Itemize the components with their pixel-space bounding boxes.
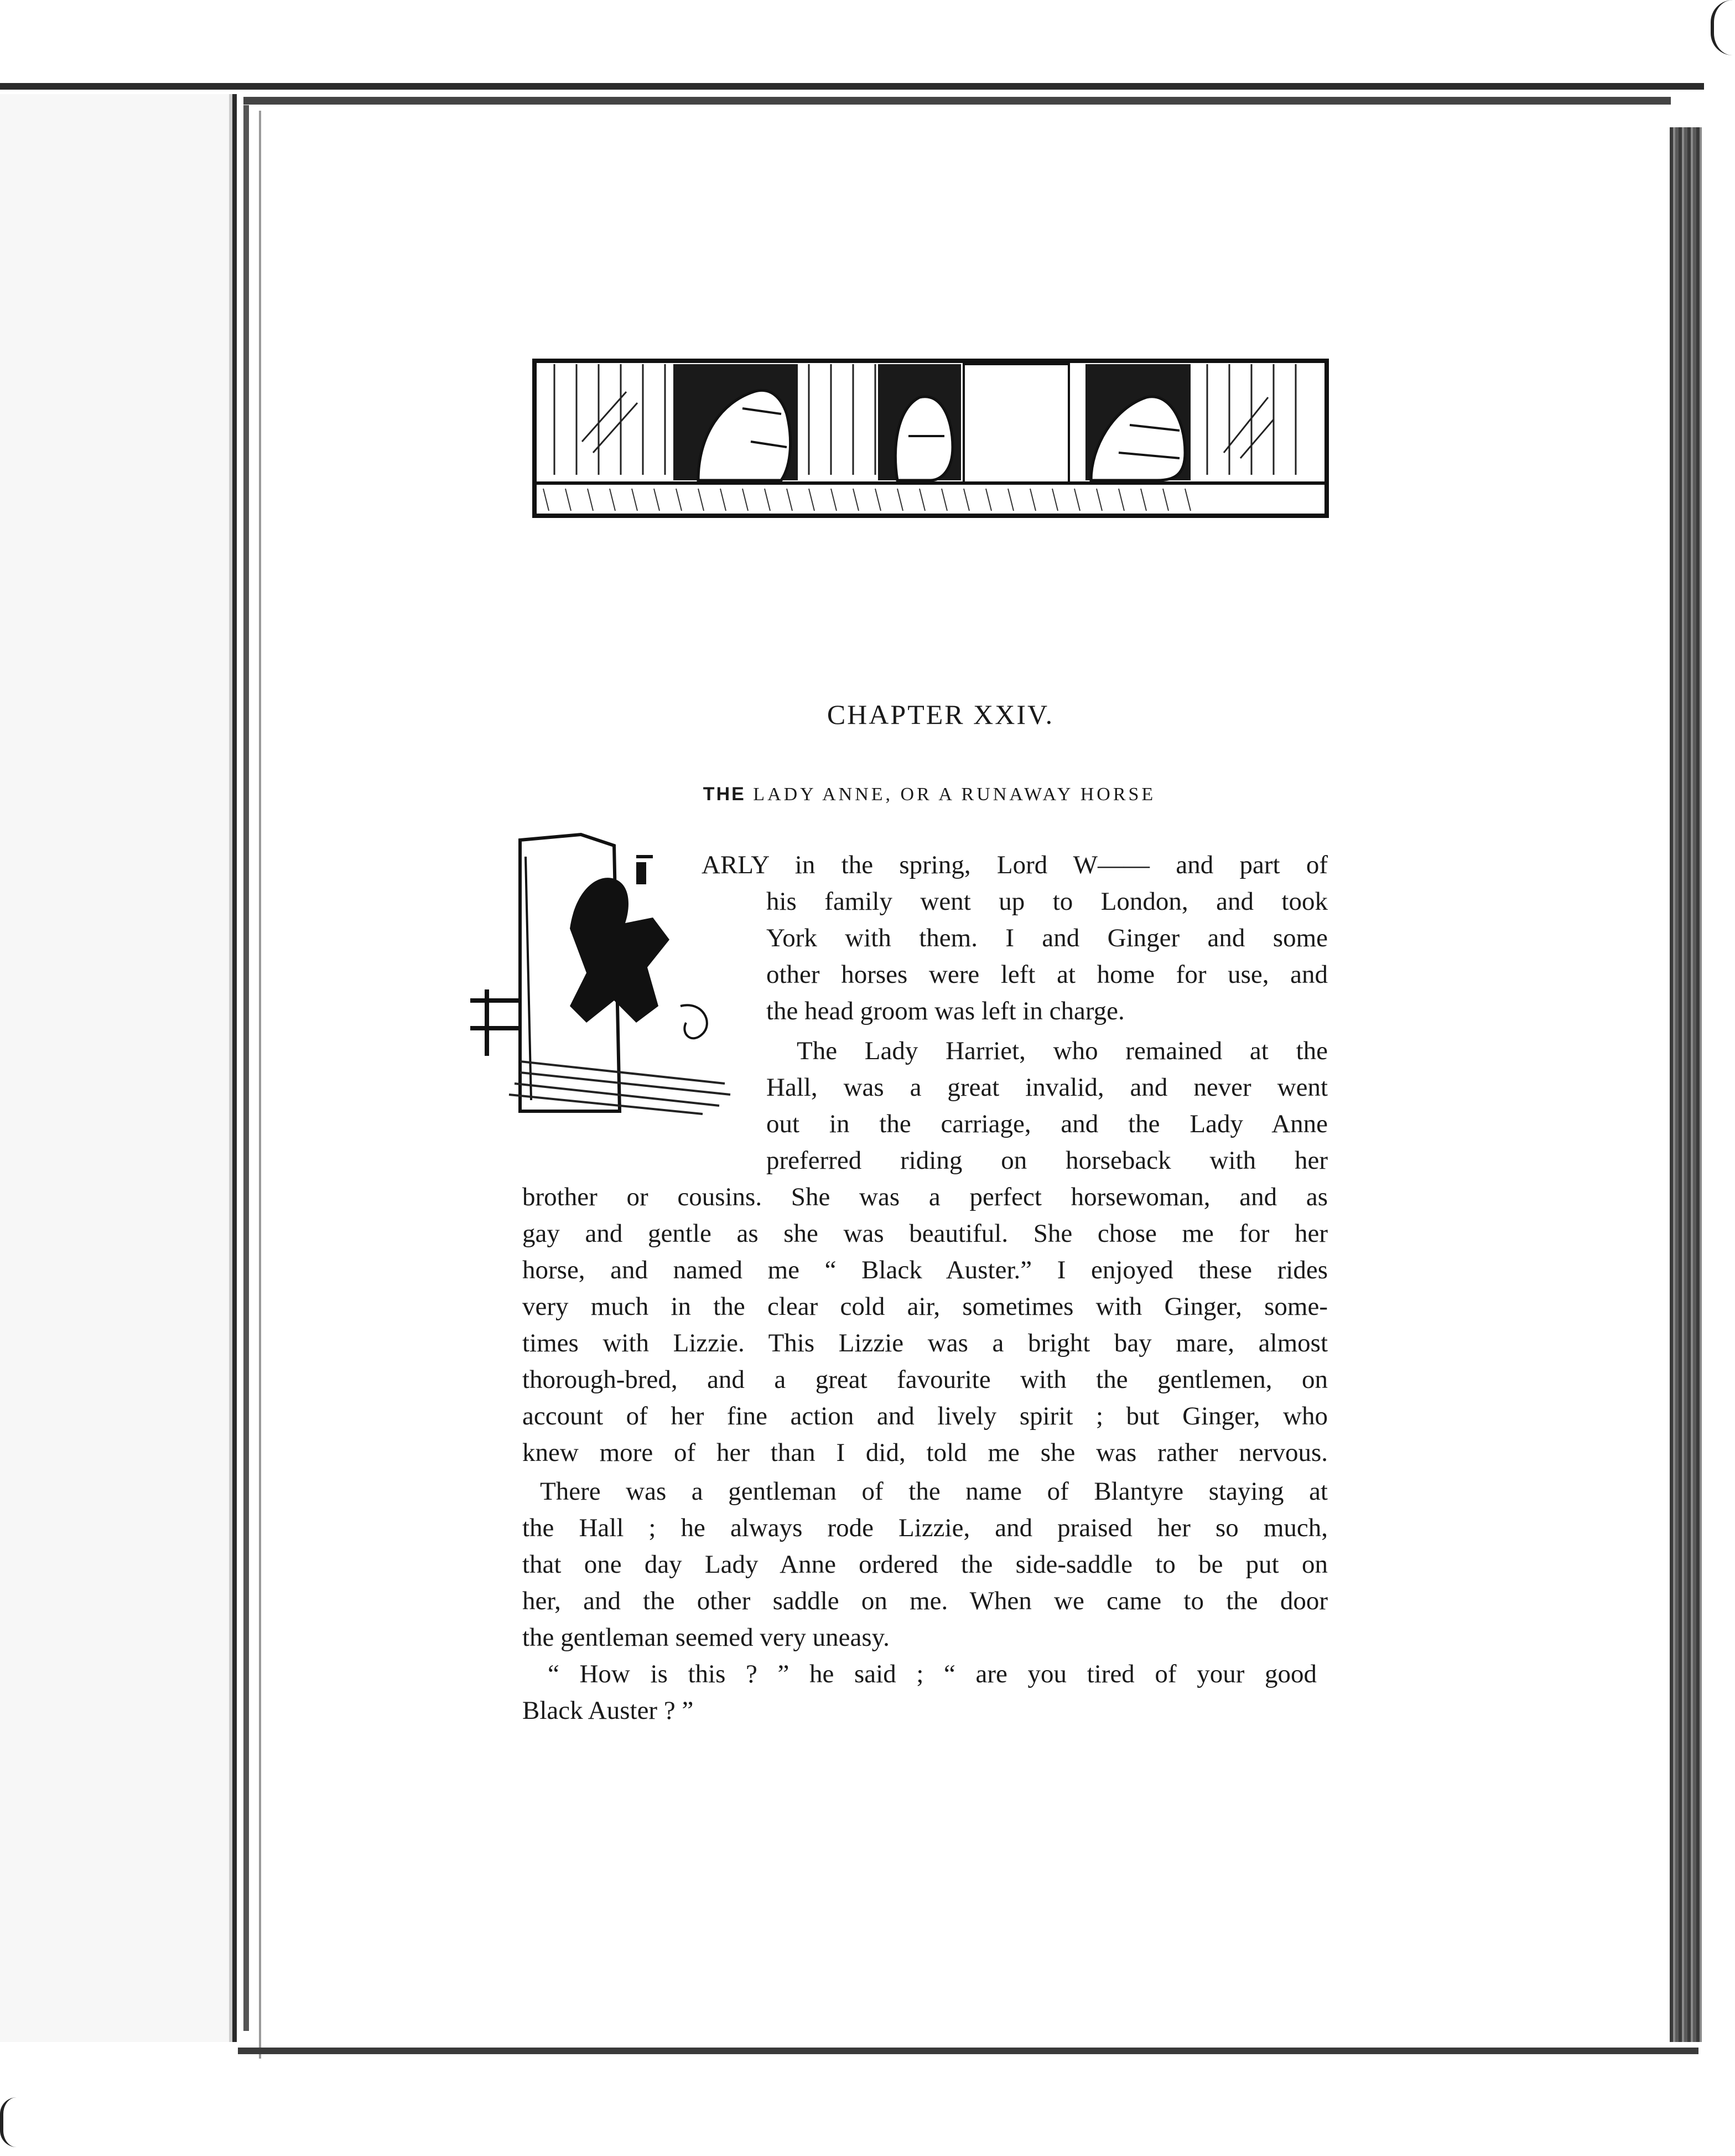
text-line: There was a gentleman of the name of Blantyre staying at bbox=[540, 1477, 1328, 1506]
text-line: horse, and named me “ Black Auster.” I enjoyed these rides bbox=[522, 1256, 1328, 1284]
text-line: preferred riding on horseback with her bbox=[766, 1146, 1328, 1175]
scan-corner-mark-bottom bbox=[0, 2097, 20, 2147]
text-line: Black Auster ? ” bbox=[522, 1696, 694, 1725]
text-line: ARLY in the spring, Lord W—— and part of bbox=[702, 851, 1328, 879]
text-line: “ How is this ? ” he said ; “ are you tired of your good bbox=[548, 1660, 1317, 1688]
text-line: her, and the other saddle on me. When we came to the door bbox=[522, 1587, 1328, 1615]
text-line: knew more of her than I did, told me she was rather nervous. bbox=[522, 1438, 1328, 1467]
scan-bottom-edge bbox=[238, 2048, 1698, 2054]
text-line: thorough-bred, and a great favourite with the gentlemen, on bbox=[522, 1365, 1328, 1394]
subtitle-lead: THE bbox=[703, 784, 746, 805]
stable-with-horses-illustration bbox=[532, 359, 1329, 518]
text-line: other horses were left at home for use, and bbox=[766, 960, 1328, 989]
chapter-subtitle bbox=[553, 784, 1306, 805]
text-line: York with them. I and Ginger and some bbox=[766, 924, 1328, 952]
text-line: the Hall ; he always rode Lizzie, and praised her so much, bbox=[522, 1514, 1328, 1542]
text-line: that one day Lady Anne ordered the side-saddle to be put on bbox=[522, 1550, 1328, 1579]
left-page-leaf bbox=[0, 94, 237, 2042]
text-line: very much in the clear cold air, sometimes with Ginger, some- bbox=[522, 1292, 1328, 1321]
text-line: Hall, was a great invalid, and never went bbox=[766, 1073, 1328, 1102]
page-block-edge bbox=[1670, 127, 1702, 2042]
text-line: the head groom was left in charge. bbox=[766, 997, 1125, 1025]
scan-corner-mark bbox=[1711, 0, 1735, 55]
text-line: gay and gentle as she was beautiful. She chose me for her bbox=[522, 1219, 1328, 1248]
text-line: account of her fine action and lively spirit ; but Ginger, who bbox=[522, 1402, 1328, 1431]
scan-top-edge bbox=[0, 83, 1704, 90]
text-line: the gentleman seemed very uneasy. bbox=[522, 1623, 890, 1652]
chapter-heading: CHAPTER XXIV. bbox=[827, 699, 1054, 730]
text-line: out in the carriage, and the Lady Anne bbox=[766, 1110, 1328, 1138]
subtitle-rest: LADY ANNE, OR A RUNAWAY HORSE bbox=[753, 784, 1156, 805]
text-line: times with Lizzie. This Lizzie was a bright bay mare, almost bbox=[522, 1329, 1328, 1357]
text-line: his family went up to London, and took bbox=[766, 887, 1328, 916]
scan-page-top-edge bbox=[243, 97, 1671, 105]
text-line: The Lady Harriet, who remained at the bbox=[797, 1036, 1328, 1065]
text-line: brother or cousins. She was a perfect horsewoman, and as bbox=[522, 1183, 1328, 1211]
